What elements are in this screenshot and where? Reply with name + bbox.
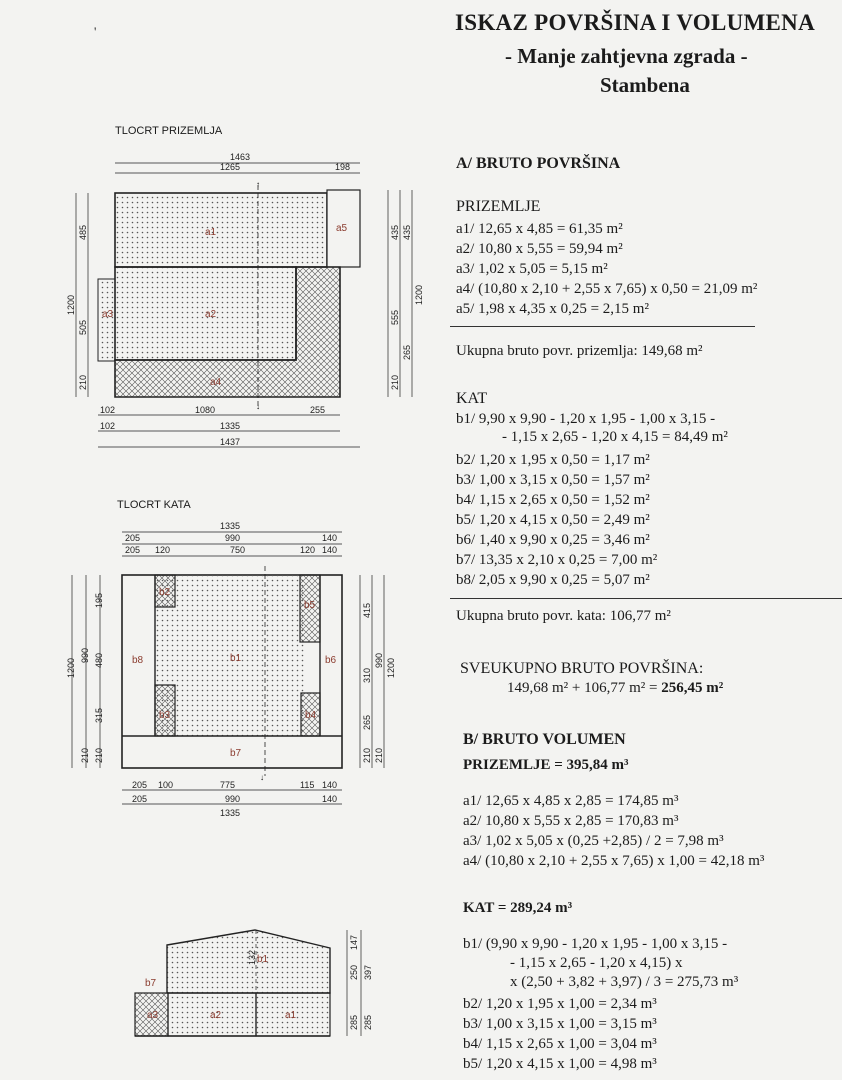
grand-total-formula: 149,68 m² + 106,77 m² = — [507, 680, 662, 696]
list-item: b8/ 2,05 x 9,90 x 0,25 = 5,07 m² — [456, 572, 650, 588]
dimension-label: 195 — [94, 592, 104, 608]
divider — [450, 326, 755, 327]
dimension-label: 210 — [374, 747, 384, 763]
dimension-label: 210 — [80, 747, 90, 763]
upper-floor-plan — [60, 518, 400, 818]
dimension-label: 210 — [94, 747, 104, 763]
dimension-label: 1200 — [386, 657, 396, 678]
list-item: b5/ 1,20 x 4,15 x 0,50 = 2,49 m² — [456, 512, 650, 528]
dimension-label: 990 — [225, 533, 241, 543]
dimension-label: 315 — [94, 707, 104, 723]
room-label: b1 — [257, 954, 269, 965]
page-subtitle: - Manje zahtjevna zgrada - — [505, 44, 748, 68]
ground-plan-label: TLOCRT PRIZEMLJA — [115, 125, 223, 137]
ground-floor-plan — [60, 145, 430, 465]
gross-volume-heading: B/ BRUTO VOLUMEN — [463, 731, 626, 748]
dimension-label: 1335 — [220, 421, 241, 431]
list-item: a2/ 10,80 x 5,55 = 59,94 m² — [456, 241, 623, 257]
svg-text:↑: ↑ — [256, 180, 260, 189]
dimension-label: 435 — [402, 224, 412, 240]
dimension-label: 265 — [402, 344, 412, 360]
grand-total-result: 256,45 m² — [661, 680, 724, 696]
room-label: a1 — [205, 227, 217, 238]
dimension-label: 1437 — [220, 437, 241, 447]
dimension-label: 285 — [349, 1014, 359, 1030]
room-label: a4 — [210, 377, 222, 388]
list-item: b6/ 1,40 x 9,90 x 0,25 = 3,46 m² — [456, 532, 650, 548]
list-item: a2/ 10,80 x 5,55 x 2,85 = 170,83 m³ — [463, 813, 679, 829]
ground-area-heading: PRIZEMLJE — [456, 198, 541, 215]
dimension-label: 210 — [390, 374, 400, 390]
dimension-label: 265 — [362, 714, 372, 730]
dimension-label: 102 — [100, 405, 116, 415]
dimension-label: 198 — [335, 162, 351, 172]
dimension-label: 115 — [300, 780, 315, 790]
dimension-label: 147 — [349, 934, 359, 950]
list-item: a4/ (10,80 x 2,10 + 2,55 x 7,65) x 1,00 = 42,18 m³ — [463, 853, 765, 869]
dimension-label: 485 — [78, 224, 88, 240]
dimension-label: 1200 — [66, 657, 76, 678]
list-item: b5/ 1,20 x 4,15 x 1,00 = 4,98 m³ — [463, 1056, 657, 1072]
list-item: - 1,15 x 2,65 - 1,20 x 4,15 = 84,49 m² — [502, 429, 728, 445]
floor-area-list — [456, 450, 657, 590]
ground-area-list — [456, 219, 757, 319]
room-label: b3 — [159, 710, 171, 721]
dimension-label: 250 — [349, 964, 359, 980]
list-item: b1/ 9,90 x 9,90 - 1,20 x 1,95 - 1,00 x 3,15 - — [456, 411, 716, 427]
divider — [450, 598, 842, 599]
building-section — [125, 920, 385, 1045]
room-label: b7 — [145, 978, 157, 989]
dimension-label: 397 — [363, 964, 373, 980]
dimension-label: 1200 — [66, 294, 76, 315]
dimension-label: 255 — [310, 405, 326, 415]
room-label: a2 — [205, 309, 217, 320]
room-label: b1 — [230, 653, 242, 664]
grand-total-line — [507, 680, 723, 697]
room-label: a3 — [102, 309, 114, 320]
list-item: b2/ 1,20 x 1,95 x 0,50 = 1,17 m² — [456, 452, 650, 468]
floor-plan-label: TLOCRT KATA — [117, 499, 191, 511]
room-label: b6 — [325, 655, 337, 666]
list-item: a3/ 1,02 x 5,05 x (0,25 +2,85) / 2 = 7,98 m³ — [463, 833, 724, 849]
dimension-label: 100 — [158, 780, 174, 790]
dimension-label: 505 — [78, 319, 88, 335]
room-label: b7 — [230, 748, 242, 759]
ground-volume-list — [463, 791, 764, 871]
dimension-label: 140 — [322, 794, 338, 804]
dimension-label: 1335 — [220, 808, 241, 818]
dimension-label: 205 — [125, 533, 141, 543]
list-item: - 1,15 x 2,65 - 1,20 x 4,15) x — [510, 955, 683, 971]
list-item: a1/ 12,65 x 4,85 = 61,35 m² — [456, 221, 623, 237]
list-item: a1/ 12,65 x 4,85 x 2,85 = 174,85 m³ — [463, 793, 679, 809]
room-label: a1 — [285, 1010, 297, 1021]
dimension-label: 1463 — [230, 152, 251, 162]
dimension-label: 1080 — [195, 405, 216, 415]
list-item: b1/ (9,90 x 9,90 - 1,20 x 1,95 - 1,00 x 3,15 - — [463, 936, 728, 952]
dimension-label: 415 — [362, 602, 372, 618]
scan-mark: ' — [94, 24, 97, 39]
dimension-label: 775 — [220, 780, 236, 790]
list-item: b3/ 1,00 x 3,15 x 1,00 = 3,15 m³ — [463, 1016, 657, 1032]
dimension-label: 555 — [390, 309, 400, 325]
dimension-label: 990 — [374, 652, 384, 668]
dimension-label: 140 — [322, 780, 338, 790]
dimension-label: 990 — [80, 647, 90, 663]
list-item: a4/ (10,80 x 2,10 + 2,55 x 7,65) x 0,50 = 21,09 m² — [456, 281, 758, 297]
dimension-label: 205 — [132, 794, 148, 804]
dimension-label: 205 — [125, 545, 141, 555]
dimension-label: 990 — [225, 794, 241, 804]
room-label: b5 — [304, 600, 316, 611]
floor-volume-list — [463, 994, 657, 1074]
dimension-label: 285 — [363, 1014, 373, 1030]
room-label: b2 — [159, 587, 171, 598]
list-item: a5/ 1,98 x 4,35 x 0,25 = 2,15 m² — [456, 301, 649, 317]
svg-text:↓: ↓ — [256, 402, 260, 411]
dimension-label: 1335 — [220, 521, 241, 531]
grand-total-heading: SVEUKUPNO BRUTO POVRŠINA: — [460, 660, 704, 677]
dimension-label: 132 — [247, 949, 257, 965]
room-label: a2 — [210, 1010, 222, 1021]
dimension-label: 1200 — [414, 284, 424, 305]
room-label: b8 — [132, 655, 144, 666]
dimension-label: 205 — [132, 780, 148, 790]
list-item: b4/ 1,15 x 2,65 x 1,00 = 3,04 m³ — [463, 1036, 657, 1052]
dimension-label: 210 — [78, 374, 88, 390]
dimension-label: 120 — [300, 545, 316, 555]
room-label: b4 — [305, 710, 317, 721]
dimension-label: 750 — [230, 545, 246, 555]
gross-area-heading: A/ BRUTO POVRŠINA — [456, 155, 621, 172]
dimension-label: 210 — [362, 747, 372, 763]
list-item: b2/ 1,20 x 1,95 x 1,00 = 2,34 m³ — [463, 996, 657, 1012]
svg-text:↓: ↓ — [260, 773, 264, 782]
ground-area-total: Ukupna bruto povr. prizemlja: 149,68 m² — [456, 343, 703, 359]
list-item: b3/ 1,00 x 3,15 x 0,50 = 1,57 m² — [456, 472, 650, 488]
dimension-label: 140 — [322, 545, 338, 555]
floor-area-total: Ukupna bruto povr. kata: 106,77 m² — [456, 608, 671, 624]
dimension-label: 310 — [362, 667, 372, 683]
floor-volume-heading: KAT = 289,24 m³ — [463, 900, 573, 916]
list-item: a3/ 1,02 x 5,05 = 5,15 m² — [456, 261, 608, 277]
dimension-label: 435 — [390, 224, 400, 240]
dimension-label: 120 — [155, 545, 171, 555]
dimension-label: 480 — [94, 652, 104, 668]
ground-volume-heading: PRIZEMLJE = 395,84 m³ — [463, 757, 629, 773]
page-title: ISKAZ POVRŠINA I VOLUMENA — [455, 10, 815, 35]
room-label: a3 — [147, 1010, 159, 1021]
dimension-label: 140 — [322, 533, 338, 543]
list-item: b4/ 1,15 x 2,65 x 0,50 = 1,52 m² — [456, 492, 650, 508]
dimension-label: 102 — [100, 421, 116, 431]
dimension-label: 1265 — [220, 162, 241, 172]
building-type: Stambena — [600, 73, 690, 97]
list-item: b7/ 13,35 x 2,10 x 0,25 = 7,00 m² — [456, 552, 658, 568]
room-label: a5 — [336, 223, 348, 234]
list-item: x (2,50 + 3,82 + 3,97) / 3 = 275,73 m³ — [510, 974, 739, 990]
floor-area-heading: KAT — [456, 390, 488, 407]
